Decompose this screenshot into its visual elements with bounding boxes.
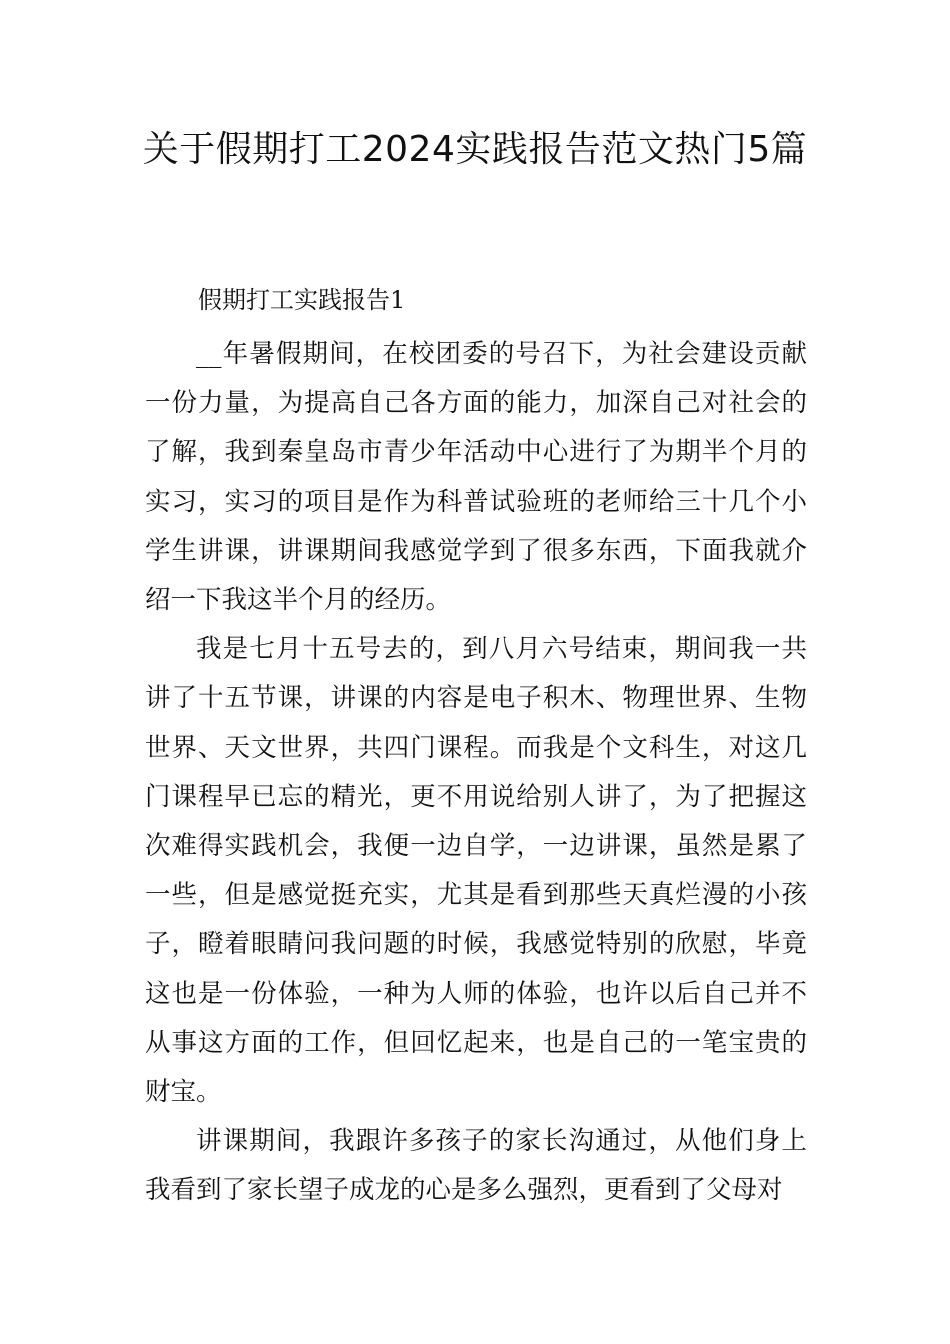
document-body	[145, 330, 807, 1216]
paragraph: 讲课期间，我跟许多孩子的家长沟通过，从他们身上我看到了家长望子成龙的心是多么强烈，更看到了父母对	[145, 1126, 807, 1206]
section-heading: 假期打工实践报告1	[198, 286, 406, 314]
paragraph: __年暑假期间，在校团委的号召下，为社会建设贡献一份力量，为提高自己各方面的能力，加深自己对社会的了解，我到秦皇岛市青少年活动中心进行了为期半个月的实习，实习的项目是作为科普试验班的老师给三十几个小学生讲课，讲课期间我感觉学到了很多东西，下面我就介绍一下我这半个月的经历。	[145, 339, 807, 616]
document-title: 关于假期打工2024实践报告范文热门5篇	[142, 129, 808, 170]
paragraph: 我是七月十五号去的，到八月六号结束，期间我一共讲了十五节课，讲课的内容是电子积木、物理世界、生物世界、天文世界，共四门课程。而我是个文科生，对这几门课程早已忘的精光，更不用说给别人讲了，为了把握这次难得实践机会，我便一边自学，一边讲课，虽然是累了一些，但是感觉挺充实，尤其是看到那些天真烂漫的小孩子，瞪着眼睛问我问题的时候，我感觉特别的欣慰，毕竟这也是一份体验，一种为人师的体验，也许以后自己并不从事这方面的工作，但回忆起来，也是自己的一笔宝贵的财宝。	[145, 634, 807, 1108]
